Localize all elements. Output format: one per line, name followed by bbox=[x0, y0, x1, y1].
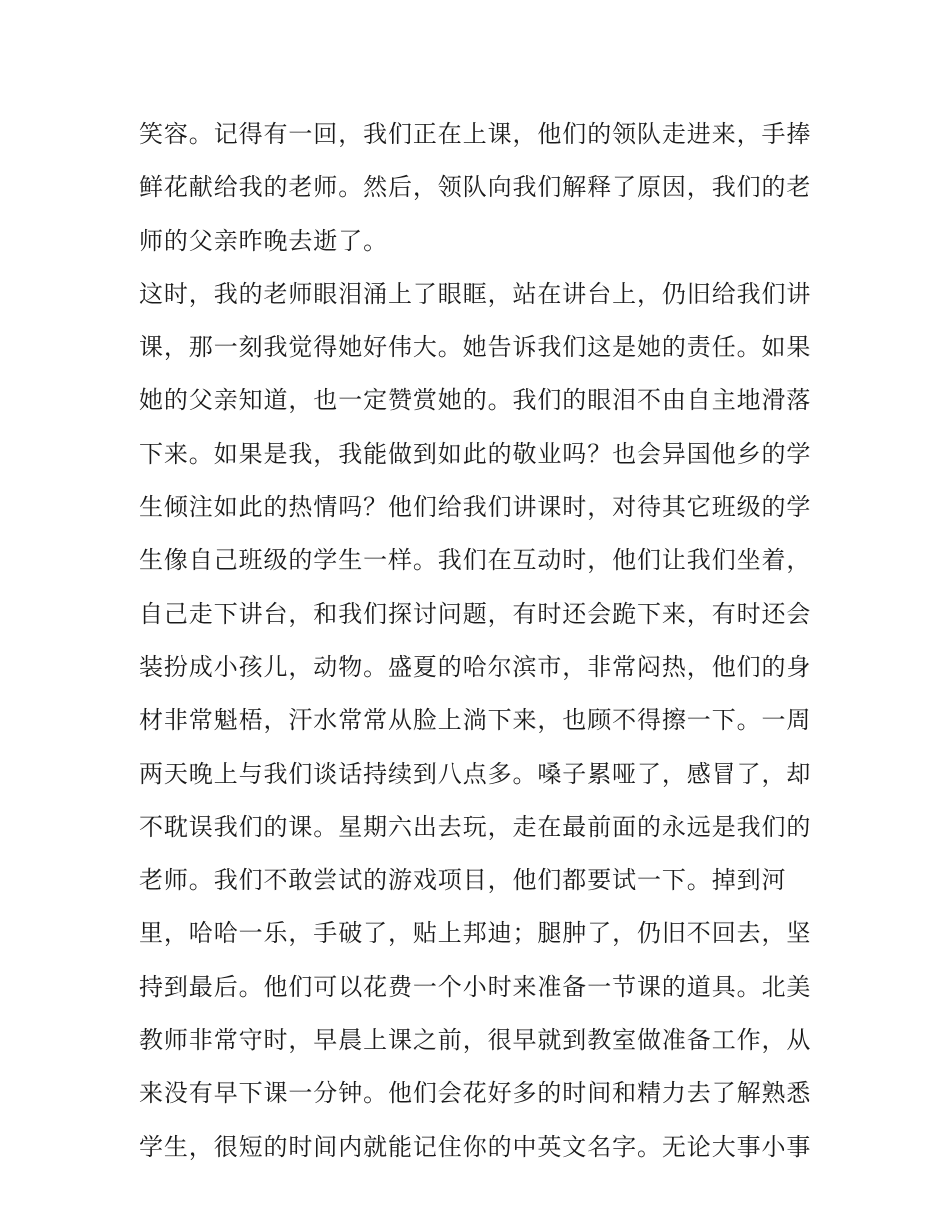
text-line-8: 生倾注如此的热情吗？他们给我们讲课时，对待其它班级的学 bbox=[139, 493, 812, 522]
text-line-3: 师的父亲昨晚去逝了。 bbox=[139, 226, 388, 255]
text-line-18: 教师非常守时，早晨上课之前，很早就到教室做准备工作，从 bbox=[139, 1026, 812, 1055]
text-line-13: 两天晚上与我们谈话持续到八点多。嗓子累哑了，感冒了，却 bbox=[139, 759, 812, 788]
text-line-2: 鲜花献给我的老师。然后，领队向我们解释了原因，我们的老 bbox=[139, 173, 812, 202]
text-line-9: 生像自己班级的学生一样。我们在互动时，他们让我们坐着， bbox=[139, 546, 812, 575]
text-line-14: 不耽误我们的课。星期六出去玩，走在最前面的永远是我们的 bbox=[139, 812, 812, 841]
text-line-4: 这时，我的老师眼泪涌上了眼眶，站在讲台上，仍旧给我们讲 bbox=[139, 279, 812, 308]
text-line-5: 课，那一刻我觉得她好伟大。她告诉我们这是她的责任。如果 bbox=[139, 333, 812, 362]
body-text bbox=[139, 108, 829, 1174]
text-line-12: 材非常魁梧，汗水常常从脸上淌下来，也顾不得擦一下。一周 bbox=[139, 706, 812, 735]
text-line-1: 笑容。记得有一回，我们正在上课，他们的领队走进来，手捧 bbox=[139, 120, 812, 148]
text-line-19: 来没有早下课一分钟。他们会花好多的时间和精力去了解熟悉 bbox=[139, 1079, 812, 1108]
text-line-17: 持到最后。他们可以花费一个小时来准备一节课的道具。北美 bbox=[139, 972, 812, 1001]
text-line-15: 老师。我们不敢尝试的游戏项目，他们都要试一下。掉到河 bbox=[139, 866, 787, 895]
text-line-16: 里，哈哈一乐，手破了，贴上邦迪；腿肿了，仍旧不回去，坚 bbox=[139, 919, 812, 948]
text-line-11: 装扮成小孩儿，动物。盛夏的哈尔滨市，非常闷热，他们的身 bbox=[139, 652, 812, 681]
text-line-10: 自己走下讲台，和我们探讨问题，有时还会跪下来，有时还会 bbox=[139, 599, 812, 628]
text-line-7: 下来。如果是我，我能做到如此的敬业吗？也会异国他乡的学 bbox=[139, 439, 812, 468]
text-line-6: 她的父亲知道，也一定赞赏她的。我们的眼泪不由自主地滑落 bbox=[139, 386, 812, 415]
text-line-20: 学生，很短的时间内就能记住你的中英文名字。无论大事小事 bbox=[139, 1132, 812, 1161]
